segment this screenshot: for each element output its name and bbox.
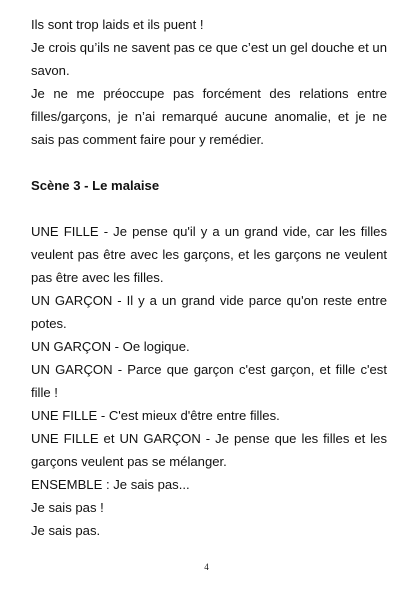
page-number: 4 xyxy=(204,562,209,572)
intro-line-2: Je crois qu’ils ne savent pas ce que c’est un gel douche et un savon. xyxy=(31,40,387,78)
dialogue-line-5: UNE FILLE - C'est mieux d'être entre filles. xyxy=(31,408,280,423)
dialogue-line-8: Je sais pas ! xyxy=(31,500,104,515)
dialogue-line-6: UNE FILLE et UN GARÇON - Je pense que les filles et les garçons veulent pas se mélanger. xyxy=(31,431,387,469)
document-page xyxy=(31,13,387,542)
dialogue-line-3: UN GARÇON - Oe logique. xyxy=(31,339,190,354)
scene-heading: Scène 3 - Le malaise xyxy=(31,178,160,193)
dialogue-line-9: Je sais pas. xyxy=(31,523,101,538)
dialogue-line-2: UN GARÇON - Il y a un grand vide parce qu'on reste entre potes. xyxy=(31,293,387,331)
intro-line-1: Ils sont trop laids et ils puent ! xyxy=(31,17,204,32)
intro-line-3: Je ne me préoccupe pas forcément des relations entre filles/garçons, je n’ai remarqué aucune anomalie, et je ne sais pas comment faire pour y remédier. xyxy=(31,86,387,147)
dialogue-line-1: UNE FILLE - Je pense qu'il y a un grand vide, car les filles veulent pas être avec les garçons, et les garçons ne veulent pas être avec les filles. xyxy=(31,224,387,285)
dialogue-line-4: UN GARÇON - Parce que garçon c'est garçon, et fille c'est fille ! xyxy=(31,362,387,400)
dialogue-line-7: ENSEMBLE : Je sais pas... xyxy=(31,477,190,492)
